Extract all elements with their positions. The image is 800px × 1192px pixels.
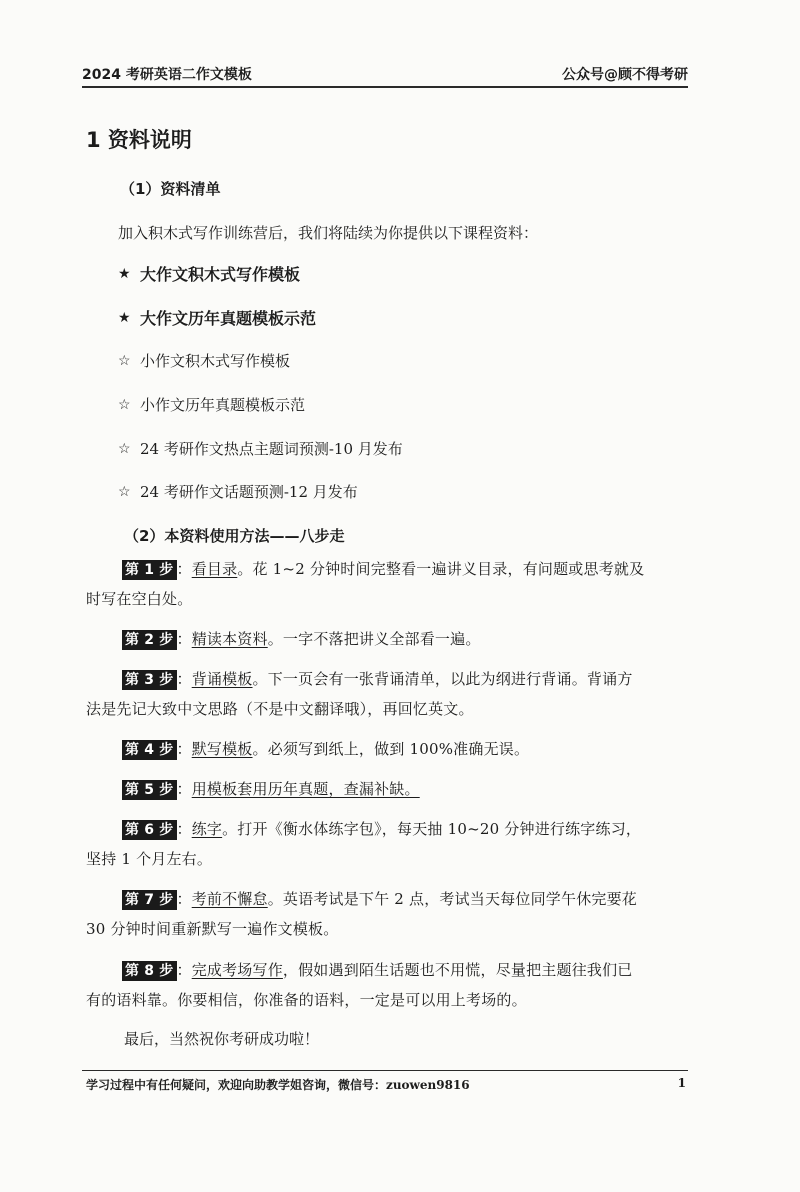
step-text: 。花 1~2 分钟时间完整看一遍讲义目录，有问题或思考就及 xyxy=(237,560,645,578)
step-keyword: 看目录 xyxy=(191,560,238,578)
resource-label: 大作文积木式写作模板 xyxy=(140,265,301,284)
page-number: 1 xyxy=(677,1076,686,1090)
step-paragraph: 第 8 步 ：完成考场写作，假如遇到陌生话题也不用慌，尽量把主题往我们已 有的语料靠。你要相信，你准备的语料，一定是可以用上考场的。 xyxy=(86,955,688,1015)
method-heading: （2）本资料使用方法——八步走 xyxy=(124,527,345,545)
step-tag: 第 6 步 xyxy=(122,820,177,840)
resource-label: 24 考研作文话题预测-12 月发布 xyxy=(140,483,358,501)
step-paragraph: 第 1 步 ：看目录。花 1~2 分钟时间完整看一遍讲义目录，有问题或思考就及 时写在空白处。 xyxy=(86,554,688,614)
step-tag: 第 8 步 xyxy=(122,961,177,981)
step-text: 。英语考试是下午 2 点，考试当天每位同学午休完要花 xyxy=(267,890,638,908)
footer-divider xyxy=(82,1070,688,1071)
step-text-continued: 30 分钟时间重新默写一遍作文模板。 xyxy=(86,920,339,938)
outline-star-icon: ☆ xyxy=(118,483,131,500)
step-keyword: 精读本资料 xyxy=(191,630,268,648)
step-paragraph: 第 5 步 ：用模板套用历年真题，查漏补缺。 xyxy=(86,774,688,804)
resource-label: 小作文历年真题模板示范 xyxy=(140,396,306,414)
footer-note: 学习过程中有任何疑问，欢迎向助教学姐咨询，微信号：zuowen9816 xyxy=(86,1078,470,1092)
step-paragraph: 第 4 步 ：默写模板。必须写到纸上，做到 100%准确无误。 xyxy=(86,734,688,764)
step-text: 。一字不落把讲义全部看一遍。 xyxy=(267,630,481,648)
filled-star-icon: ★ xyxy=(118,309,131,326)
step-text-continued: 坚持 1 个月左右。 xyxy=(86,850,213,868)
step-text: 。打开《衡水体练字包》，每天抽 10~20 分钟进行练字练习， xyxy=(222,820,642,838)
header-divider xyxy=(82,86,688,88)
step-text-continued: 时写在空白处。 xyxy=(86,590,193,608)
header-account: 公众号@顾不得考研 xyxy=(562,67,688,83)
step-tag: 第 5 步 xyxy=(122,780,177,800)
step-keyword: 练字 xyxy=(191,820,223,838)
resource-item xyxy=(118,438,403,459)
step-tag: 第 4 步 xyxy=(122,740,177,760)
resource-item xyxy=(118,394,305,415)
outline-star-icon: ☆ xyxy=(118,352,131,369)
step-keyword: 完成考场写作 xyxy=(191,961,283,979)
running-header xyxy=(82,62,688,84)
step-text-continued: 有的语料靠。你要相信，你准备的语料，一定是可以用上考场的。 xyxy=(86,991,527,1009)
closing-text: 最后，当然祝你考研成功啦！ xyxy=(124,1030,320,1048)
step-paragraph: 第 6 步 ：练字。打开《衡水体练字包》，每天抽 10~20 分钟进行练字练习， 坚持 1 个月左右。 xyxy=(86,814,688,874)
running-footer xyxy=(86,1076,686,1093)
resource-item xyxy=(118,306,316,329)
step-tag: 第 2 步 xyxy=(122,630,177,650)
resource-item xyxy=(118,350,290,371)
step-paragraph: 第 2 步 ：精读本资料。一字不落把讲义全部看一遍。 xyxy=(86,624,688,654)
list-heading: （1）资料清单 xyxy=(120,180,221,198)
step-keyword: 考前不懈怠 xyxy=(191,890,268,908)
step-keyword: 背诵模板 xyxy=(191,670,253,688)
step-text: 。必须写到纸上，做到 100%准确无误。 xyxy=(252,740,530,758)
step-text: 用模板套用历年真题，查漏补缺。 xyxy=(191,780,420,798)
step-text: 。下一页会有一张背诵清单，以此为纲进行背诵。背诵方 xyxy=(252,670,633,688)
step-text-continued: 法是先记大致中文思路（不是中文翻译哦），再回忆英文。 xyxy=(86,700,474,718)
step-text: ，假如遇到陌生话题也不用慌，尽量把主题往我们已 xyxy=(282,961,633,979)
resource-item xyxy=(118,481,358,502)
step-paragraph: 第 3 步 ：背诵模板。下一页会有一张背诵清单，以此为纲进行背诵。背诵方 法是先记大致中文思路（不是中文翻译哦），再回忆英文。 xyxy=(86,664,688,724)
step-tag: 第 7 步 xyxy=(122,890,177,910)
resource-label: 小作文积木式写作模板 xyxy=(140,352,291,370)
resource-item xyxy=(118,262,300,285)
intro-text: 加入积木式写作训练营后，我们将陆续为你提供以下课程资料： xyxy=(118,224,539,242)
resource-label: 24 考研作文热点主题词预测-10 月发布 xyxy=(140,440,403,458)
section-title: 1 资料说明 xyxy=(86,128,192,152)
filled-star-icon: ★ xyxy=(118,265,131,282)
step-tag: 第 3 步 xyxy=(122,670,177,690)
outline-star-icon: ☆ xyxy=(118,440,131,457)
step-keyword: 默写模板 xyxy=(191,740,253,758)
step-paragraph: 第 7 步 ：考前不懈怠。英语考试是下午 2 点，考试当天每位同学午休完要花 30 分钟时间重新默写一遍作文模板。 xyxy=(86,884,688,944)
resource-label: 大作文历年真题模板示范 xyxy=(140,309,317,328)
outline-star-icon: ☆ xyxy=(118,396,131,413)
header-title: 2024 考研英语二作文模板 xyxy=(82,67,252,83)
step-tag: 第 1 步 xyxy=(122,560,177,580)
